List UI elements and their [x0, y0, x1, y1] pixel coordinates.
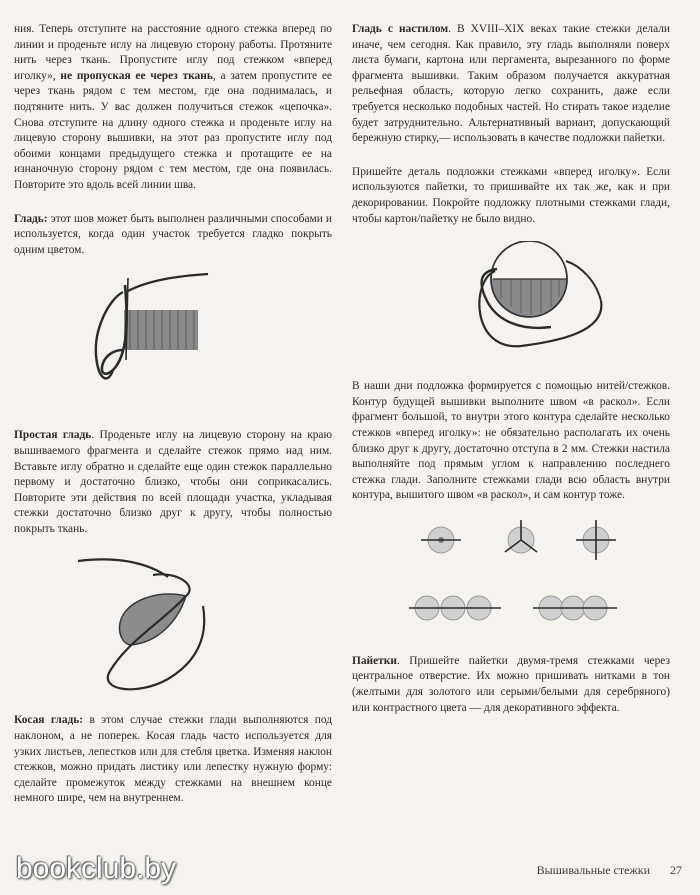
satin-stitch-paragraph: Гладь: этот шов может быть выполнен различными способами и используется, когда один участок требуется гладко покрыть одним цветом. — [14, 212, 332, 256]
simple-satin-paragraph: Простая гладь. Проденьте иглу на лицевую сторону на краю вышиваемого фрагмента и сделайте стежок прямо над ним. Вставьте иглу обратно и сделайте еще один стежок параллельно первому и достаточно близко, чтобы они соприкасались. Повторите эти действия по всей площади участка, укладывая стежки достаточно близко друг к другу, чтобы полностью покрыть ткань. — [14, 429, 332, 535]
padded-satin-illustration — [401, 241, 621, 361]
padded-satin-paragraph: Гладь с настилом. В XVIII–XIX веках такие стежки делали иначе, чем сегодня. Как правило, эту гладь выполняли поверх листа бумаги, картона или пергамента, вырезанного по форме фрагмента вышивки. Таким образом получается аккуратная рельефная область, которую легко сохранить, даже если требуется несколько подобных частей. Но стирать такое изделие будет затруднительно. Альтернативный вариант, допускающий бережную стирку,— использовать в качестве подложки пайетки. — [352, 23, 671, 145]
sequin-row-right — [533, 596, 617, 620]
page-footer — [0, 847, 700, 895]
sequins-paragraph: Пайетки. Пришейте пайетки двумя-тремя стежками через центральное отверстие. Их можно пришивать нитками в тон (желтыми для золотого или серыми/белыми для серебряного) или контрастного цвета — для декоративного эффекта. — [352, 654, 670, 714]
sequin-cross — [421, 527, 461, 553]
sequin-row-left — [409, 596, 501, 620]
page-number: 27 — [670, 863, 682, 877]
slanted-satin-paragraph: Косая гладь: в этом случае стежки глади выполняются под наклоном, а не поперек. Косая гладь часто используется для узких листьев, лепестков или для стебля цветка. Изменяя наклон стежков, можно придать листику или лепестку нужную форму: сделайте промежуток между стежками на внешнем конце немного шире, чем на внутреннем. — [14, 714, 333, 805]
slanted-satin-illustration — [68, 551, 278, 701]
sequin-four-stitch — [576, 520, 616, 560]
chain-stitch-paragraph: ния. Теперь отступите на расстояние одного стежка вперед по линии и проденьте иглу на лицевую сторону работы. Протяните нить через ткань. Пропустите иглу под стежком «вперед иголку», не пропуская ее через ткань, а затем пропустите ее через ткань рядом с тем местом, где она поднималась, и подтяните нить. У вас должен получиться стежок «цепочка». Снова отступите на длину одного стежка и проденьте иглу на лицевую сторону вышивки, на этот раз пропустите иглу под обоими концами предыдущего стежка и протащите ее на изнаночную сторону рядом с тем местом, где она появилась. Повторите это вдоль всей линии шва. — [14, 23, 332, 191]
sequin-three-stitch — [505, 520, 537, 553]
modern-padding-paragraph: В наши дни подложка формируется с помощью нитей/стежков. Контур будущей вышивки выполните швом «в раскол». Если фрагмент большой, то внутри этого контура сделайте несколько стежков «вперед иголку»: не обязательно располагать их очень близко друг к другу, достаточно отступа в 2 мм. Стежки настила выполняйте под прямым углом к направлению последнего стежка глади. Заполните стежками глади всю область внутри контура, вышитого швом «в раскол», и сам контур тоже. — [352, 380, 670, 502]
running-footer-title: Вышивальные стежки — [536, 863, 650, 877]
right-column — [352, 22, 670, 716]
left-column — [14, 22, 332, 807]
satin-stitch-illustration — [68, 270, 278, 410]
sequins-illustration — [391, 518, 631, 638]
site-watermark: bookclub.by — [16, 852, 177, 885]
padding-attach-paragraph: Пришейте деталь подложки стежками «вперед иголку». Если используются пайетки, то пришивайте их так же, как и при декорировании. Покройте подложку плотными стежками глади, чтобы картон/пайетку не было видно. — [352, 165, 670, 225]
